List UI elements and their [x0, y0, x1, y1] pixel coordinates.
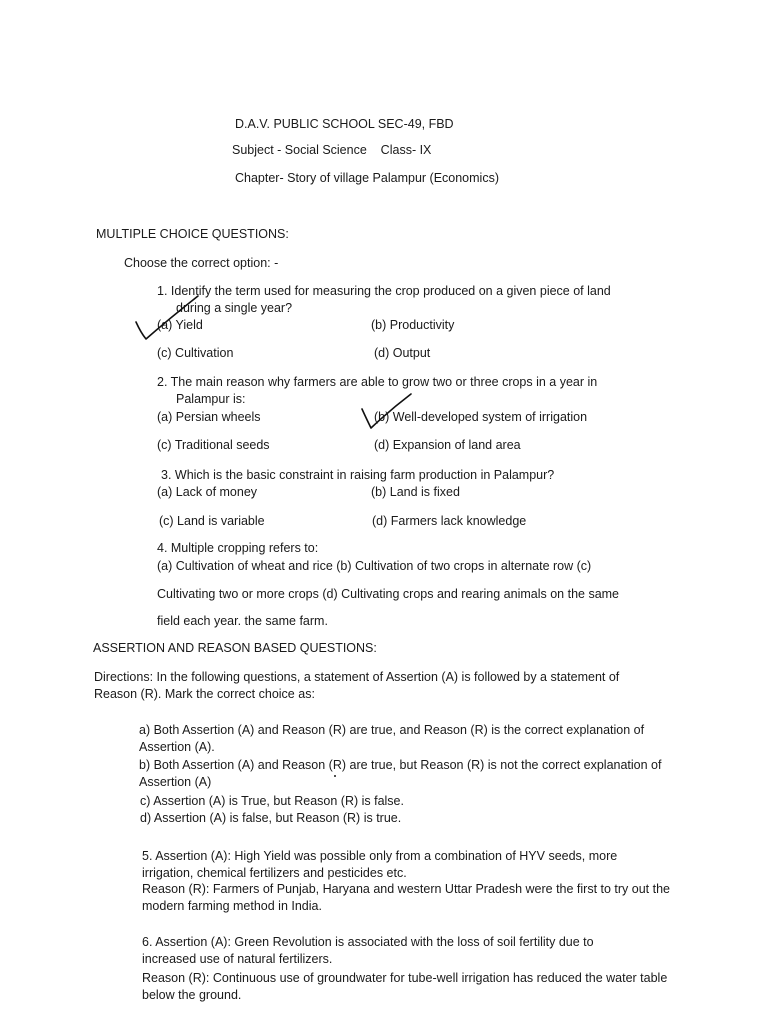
q3-option-b: (b) Land is fixed [371, 485, 460, 499]
ar-directions: Directions: In the following questions, a statement of Assertion (A) is followed by a statement of Reason (R). Mark the correct choice as: [94, 670, 620, 701]
mcq-instruction: Choose the correct option: - [124, 256, 279, 270]
q3-option-d: (d) Farmers lack knowledge [372, 514, 527, 528]
ar-choice-a: a) Both Assertion (A) and Reason (R) are true, and Reason (R) is the correct explanation of Assertion (A). [139, 723, 645, 754]
q1-line1: 1. Identify the term used for measuring the crop produced on a given piece of land [157, 284, 611, 298]
q6-reason: Reason (R): Continuous use of groundwater for tube-well irrigation has reduced the water table below the ground. [142, 971, 668, 1002]
q2-option-b: (b) Well-developed system of irrigation [374, 410, 588, 424]
q4-line3: Cultivating two or more crops (d) Cultivating crops and rearing animals on the same [157, 587, 620, 601]
q1-option-b: (b) Productivity [371, 318, 455, 332]
ar-choice-c: c) Assertion (A) is True, but Reason (R) is false. [140, 794, 404, 808]
q3-option-c: (c) Land is variable [159, 514, 265, 528]
q1-option-d: (d) Output [374, 346, 431, 360]
q5-assertion: 5. Assertion (A): High Yield was possible only from a combination of HYV seeds, more irrigation, chemical fertilizers and pesticides etc. [142, 849, 618, 880]
q2-line1: 2. The main reason why farmers are able to grow two or three crops in a year in [157, 375, 598, 389]
q6-assertion: 6. Assertion (A): Green Revolution is associated with the loss of soil fertility due to increased use of natural fertilizers. [142, 935, 594, 966]
q1-option-a: (a) Yield [157, 318, 203, 332]
ar-choice-b: b) Both Assertion (A) and Reason (R) are true, but Reason (R) is not the correct explanation of Assertion (A) [139, 758, 662, 789]
q4-line4: field each year. the same farm. [157, 614, 328, 628]
q2-option-a: (a) Persian wheels [157, 410, 261, 424]
q4-line1: 4. Multiple cropping refers to: [157, 541, 319, 555]
subject-class: Subject - Social Science Class- IX [232, 143, 432, 157]
q3-option-a: (a) Lack of money [157, 485, 258, 499]
q2-option-d: (d) Expansion of land area [374, 438, 521, 452]
q5-reason: Reason (R): Farmers of Punjab, Haryana and western Uttar Pradesh were the first to try out the modern farming method in India. [142, 882, 671, 913]
q4-line2: (a) Cultivation of wheat and rice (b) Cultivation of two crops in alternate row (c) [157, 559, 592, 573]
q2-option-c: (c) Traditional seeds [157, 438, 270, 452]
q3-line1: 3. Which is the basic constraint in raising farm production in Palampur? [161, 468, 555, 482]
ar-heading: ASSERTION AND REASON BASED QUESTIONS: [93, 641, 377, 655]
q1-option-c: (c) Cultivation [157, 346, 234, 360]
q2-line2: Palampur is: [176, 392, 246, 406]
mcq-heading: MULTIPLE CHOICE QUESTIONS: [96, 227, 289, 241]
q1-line2: during a single year? [176, 301, 293, 315]
chapter-title: Chapter- Story of village Palampur (Economics) [235, 171, 499, 185]
school-name: D.A.V. PUBLIC SCHOOL SEC-49, FBD [235, 117, 454, 131]
ar-choice-d: d) Assertion (A) is false, but Reason (R) is true. [140, 811, 402, 825]
stray-dot [334, 775, 336, 777]
